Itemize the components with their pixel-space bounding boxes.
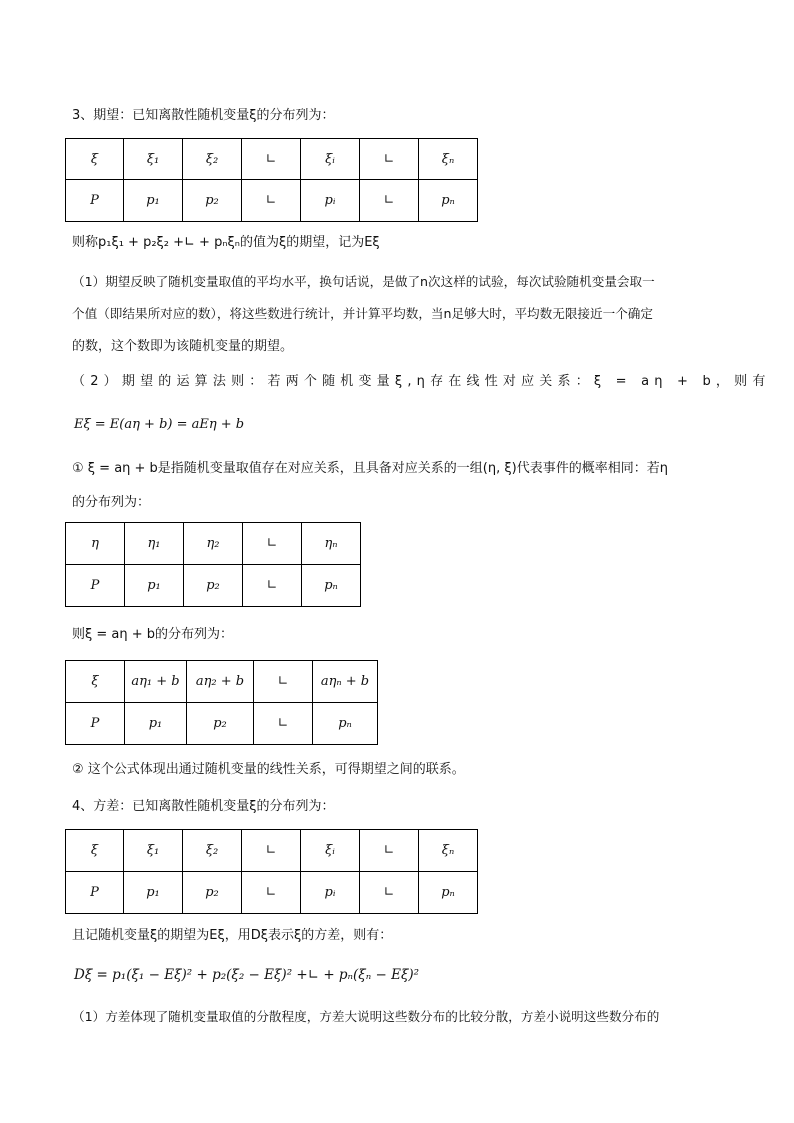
- table-cell: p₁: [125, 703, 187, 745]
- table-cell: ξ: [66, 661, 125, 703]
- table-cell: P: [66, 703, 125, 745]
- table-cell: p₂: [183, 872, 242, 914]
- distribution-table-eta: [65, 522, 361, 607]
- table-cell: pₙ: [302, 565, 361, 607]
- variance-intro: 且记随机变量ξ的期望为Eξ，用Dξ表示ξ的方差，则有：: [72, 928, 393, 943]
- table-cell: ξ: [66, 139, 124, 180]
- corollary-1-line-1: ① ξ = aη + b是指随机变量取值存在对应关系，且具备对应关系的一组(η, ξ)代表事件的概率相同：若η: [72, 461, 668, 476]
- table-cell: ∟: [254, 661, 313, 703]
- table-cell: ∟: [242, 830, 301, 872]
- table-cell: P: [66, 180, 124, 222]
- table-cell: ∟: [360, 180, 419, 222]
- variance-formula: Dξ = p₁(ξ₁ − Eξ)² + p₂(ξ₂ − Eξ)² +∟ + pₙ(ξₙ − Eξ)²: [74, 967, 420, 983]
- table-cell: pₙ: [419, 872, 478, 914]
- section-4-heading: 4、方差：已知离散性随机变量ξ的分布列为：: [72, 799, 335, 814]
- note-1-line-1: （1）期望反映了随机变量取值的平均水平，换句话说，是做了n次这样的试验，每次试验随机变量会取一: [72, 274, 655, 289]
- corollary-1-line-2: 的分布列为：: [72, 495, 151, 510]
- expectation-linearity-formula: Eξ = E(aη + b) = aEη + b: [74, 417, 245, 432]
- table-cell: p₂: [183, 180, 242, 222]
- note-1-line-3: 的数，这个数即为该随机变量的期望。: [72, 339, 294, 354]
- table-cell: ξᵢ: [301, 830, 360, 872]
- table-cell: ξₙ: [419, 830, 478, 872]
- table-cell: aηₙ + b: [313, 661, 378, 703]
- table-cell: ξ₂: [183, 139, 242, 180]
- transformed-distribution-intro: 则ξ = aη + b的分布列为：: [72, 627, 234, 642]
- table-cell: ξ₁: [124, 139, 183, 180]
- table-cell: p₁: [124, 180, 183, 222]
- table-cell: ∟: [254, 703, 313, 745]
- table-cell: ∟: [243, 565, 302, 607]
- table-cell: ∟: [242, 139, 301, 180]
- table-cell: η₂: [184, 523, 243, 565]
- table-cell: ξ₂: [183, 830, 242, 872]
- table-cell: ξᵢ: [301, 139, 360, 180]
- table-cell: p₂: [184, 565, 243, 607]
- table-cell: P: [66, 565, 125, 607]
- section-3-heading: 3、期望：已知离散性随机变量ξ的分布列为：: [72, 108, 335, 123]
- corollary-2: ② 这个公式体现出通过随机变量的线性关系，可得期望之间的联系。: [72, 762, 465, 777]
- table-cell: pᵢ: [301, 180, 360, 222]
- table-cell: p₁: [125, 565, 184, 607]
- table-cell: ξₙ: [419, 139, 478, 180]
- table-cell: pₙ: [419, 180, 478, 222]
- note-2-line-1: （2）期望的运算法则：若两个随机变量ξ,η存在线性对应关系：ξ = aη + b，则有: [72, 374, 771, 389]
- note-1-line-2: 个值（即结果所对应的数），将这些数进行统计，并计算平均数，当n足够大时，平均数无限接近一个确定: [72, 306, 653, 321]
- table-cell: p₂: [187, 703, 254, 745]
- table-cell: ∟: [360, 830, 419, 872]
- table-cell: ∟: [360, 139, 419, 180]
- expectation-definition: 则称p₁ξ₁ + p₂ξ₂ +∟ + pₙξₙ的值为ξ的期望，记为Eξ: [72, 235, 380, 250]
- variance-note-line-1: （1）方差体现了随机变量取值的分散程度，方差大说明这些数分布的比较分散，方差小说明这些数分布的: [72, 1009, 660, 1024]
- distribution-table-xi-variance: [65, 829, 478, 914]
- distribution-table-linear: [65, 660, 378, 745]
- table-cell: aη₁ + b: [125, 661, 187, 703]
- table-cell: ∟: [242, 180, 301, 222]
- table-cell: ∟: [242, 872, 301, 914]
- table-cell: ξ₁: [124, 830, 183, 872]
- table-cell: pᵢ: [301, 872, 360, 914]
- table-cell: ξ: [66, 830, 124, 872]
- table-cell: P: [66, 872, 124, 914]
- table-cell: η: [66, 523, 125, 565]
- distribution-table-xi: [65, 138, 478, 222]
- table-cell: ∟: [243, 523, 302, 565]
- table-cell: ηₙ: [302, 523, 361, 565]
- table-cell: pₙ: [313, 703, 378, 745]
- table-cell: η₁: [125, 523, 184, 565]
- table-cell: p₁: [124, 872, 183, 914]
- table-cell: aη₂ + b: [187, 661, 254, 703]
- table-cell: ∟: [360, 872, 419, 914]
